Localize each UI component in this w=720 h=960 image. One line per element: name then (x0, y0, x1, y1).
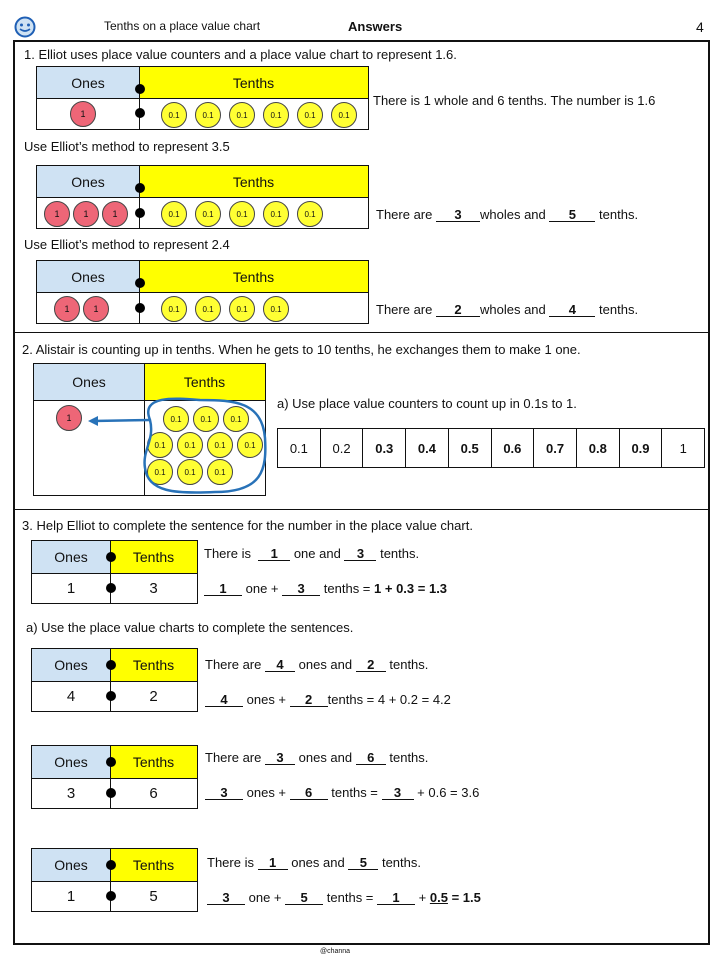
q1-sentence: There is 1 whole and 6 tenths. The number is 1.6 (373, 93, 656, 108)
tenth-counter: 0.1 (263, 201, 289, 227)
tenth-counter: 0.1 (177, 459, 203, 485)
answer-blank[interactable]: 3 (282, 583, 320, 596)
decimal-point (106, 552, 116, 562)
sequence-cell: 0.1 (289, 440, 308, 456)
worksheet-title: Tenths on a place value chart (104, 19, 261, 33)
ones-header: Ones (34, 364, 144, 400)
tenth-counter: 0.1 (331, 102, 357, 128)
q1b-sentence: There are 3 wholes and 5 tenths. (376, 207, 639, 222)
tenth-counter: 0.1 (193, 406, 219, 432)
tenth-counter: 0.1 (195, 102, 221, 128)
answer-blank[interactable]: 2 (436, 304, 480, 317)
sequence-cell[interactable]: 0.7 (533, 429, 576, 467)
answer-blank[interactable]: 1 (377, 892, 415, 905)
answer-blank[interactable]: 1 (258, 548, 290, 561)
answer-blank[interactable]: 5 (285, 892, 323, 905)
tenth-counter: 0.1 (297, 201, 323, 227)
answer-blank[interactable]: 4 (549, 304, 595, 317)
decimal-point (106, 860, 116, 870)
page-number: 4 (696, 19, 704, 35)
answer-blank[interactable]: 1 (204, 583, 242, 596)
ones-header: Ones (37, 261, 139, 292)
sequence-cell[interactable]: 0.6 (491, 429, 534, 467)
one-counter: 1 (102, 201, 128, 227)
ones-header: Ones (32, 746, 110, 778)
answer-blank[interactable]: 0.5 (429, 890, 448, 905)
q1c-prompt: Use Elliot’s method to represent 2.4 (24, 237, 230, 252)
tenths-header: Tenths (110, 746, 197, 778)
ones-header: Ones (32, 541, 110, 573)
tenth-counter: 0.1 (207, 432, 233, 458)
tenth-counter: 0.1 (161, 201, 187, 227)
q1c-sentence: There are 2 wholes and 4 tenths. (376, 302, 639, 317)
q3-chart-4 (31, 848, 198, 912)
q3-prompt: 3. Help Elliot to complete the sentence for the number in the place value chart. (22, 518, 473, 533)
tenth-counter: 0.1 (177, 432, 203, 458)
q3-chart-3 (31, 745, 198, 809)
sequence-cell[interactable]: 0.4 (405, 429, 448, 467)
answer-blank[interactable]: 1 (258, 857, 288, 870)
answers-label: Answers (348, 19, 403, 34)
tenth-counter: 0.1 (161, 102, 187, 128)
answer-blank[interactable]: 5 (348, 857, 378, 870)
q3-chart-2 (31, 648, 198, 712)
answer-blank[interactable]: 3 (207, 892, 245, 905)
one-counter: 1 (44, 201, 70, 227)
answer-blank[interactable]: 3 (265, 752, 295, 765)
tenth-counter: 0.1 (163, 406, 189, 432)
tenth-counter: 0.1 (229, 296, 255, 322)
tenths-header: Tenths (110, 541, 197, 573)
tenth-counter: 0.1 (161, 296, 187, 322)
one-counter: 1 (56, 405, 82, 431)
sequence-cell: 1 (661, 429, 704, 467)
tenth-counter: 0.1 (297, 102, 323, 128)
tenths-digit: 5 (149, 887, 158, 905)
q3-chart-1 (31, 540, 198, 604)
tenth-counter: 0.1 (229, 102, 255, 128)
answer-blank[interactable]: 3 (436, 209, 480, 222)
tenth-counter: 0.1 (263, 102, 289, 128)
tenth-counter: 0.1 (229, 201, 255, 227)
decimal-point (106, 660, 116, 670)
q1b-prompt: Use Elliot’s method to represent 3.5 (24, 139, 230, 154)
q3-row2-sentence2: 4 ones + 2 tenths = 4 + 0.2 = 4.2 (205, 692, 451, 707)
tenths-header: Tenths (139, 67, 368, 98)
answer-blank[interactable]: 3 (382, 787, 414, 800)
q3-row4-sentence1: There is 1 ones and 5 tenths. (207, 855, 421, 870)
q3-row2-sentence1: There are 4 ones and 2 tenths. (205, 657, 429, 672)
tenth-counter: 0.1 (147, 459, 173, 485)
tenth-counter: 0.1 (207, 459, 233, 485)
tenths-header: Tenths (144, 364, 265, 400)
ones-digit: 4 (66, 687, 76, 705)
ones-digit: 1 (66, 887, 76, 905)
footer-credit: @channa (320, 948, 351, 955)
q2-prompt: 2. Alistair is counting up in tenths. When he gets to 10 tenths, he exchanges them to make 1 one. (22, 342, 581, 357)
tenth-counter: 0.1 (195, 296, 221, 322)
one-counter: 1 (54, 296, 80, 322)
answer-blank[interactable]: 6 (356, 752, 386, 765)
tenth-counter: 0.1 (237, 432, 263, 458)
q3-row4-sentence2: 3 one + 5 tenths = 1 + 0.5 = 1.5 (207, 890, 481, 905)
answer-blank[interactable]: 3 (344, 548, 376, 561)
tenths-digit: 6 (149, 784, 158, 802)
ones-header: Ones (32, 849, 110, 881)
tenths-digit: 2 (149, 687, 158, 705)
sequence-cell[interactable]: 0.9 (619, 429, 662, 467)
sequence-cell[interactable]: 0.5 (448, 429, 491, 467)
ones-digit: 1 (66, 579, 76, 597)
tenths-header: Tenths (139, 261, 368, 292)
answer-blank[interactable]: 2 (356, 659, 386, 672)
ones-header: Ones (37, 166, 139, 197)
sequence-cell: 0.2 (320, 429, 363, 467)
count-sequence (277, 428, 705, 468)
tenth-counter: 0.1 (263, 296, 289, 322)
tenths-header: Tenths (110, 649, 197, 681)
one-counter: 1 (70, 101, 96, 127)
tenth-counter: 0.1 (223, 406, 249, 432)
tenths-header: Tenths (110, 849, 197, 881)
answer-blank[interactable]: 4 (205, 694, 243, 707)
answer-blank[interactable]: 6 (290, 787, 328, 800)
tenth-counter: 0.1 (147, 432, 173, 458)
sequence-cell[interactable]: 0.3 (362, 429, 405, 467)
answer-blank[interactable]: 4 (265, 659, 295, 672)
q2-sub: a) Use place value counters to count up in 0.1s to 1. (277, 396, 577, 411)
q3-row1-sentence1: There is 1 one and 3 tenths. (204, 546, 420, 561)
answer-blank[interactable]: 2 (290, 694, 328, 707)
tenths-digit: 3 (149, 579, 158, 597)
answer-blank[interactable]: 5 (549, 209, 595, 222)
one-counter: 1 (83, 296, 109, 322)
ones-header: Ones (32, 649, 110, 681)
q3-row3-sentence2: 3 ones + 6 tenths = 3 + 0.6 = 3.6 (205, 785, 479, 800)
ones-header: Ones (37, 67, 139, 98)
tenth-counter: 0.1 (195, 201, 221, 227)
one-counter: 1 (73, 201, 99, 227)
answer-blank[interactable]: 3 (205, 787, 243, 800)
q1-prompt: 1. Elliot uses place value counters and a place value chart to represent 1.6. (24, 47, 457, 62)
ones-digit: 3 (66, 784, 76, 802)
decimal-point (106, 757, 116, 767)
tenths-header: Tenths (139, 166, 368, 197)
q3-row1-sentence2: 1 one + 3 tenths = 1 + 0.3 = 1.3 (204, 581, 447, 596)
q3-sub: a) Use the place value charts to complete the sentences. (26, 620, 354, 635)
sequence-cell[interactable]: 0.8 (576, 429, 619, 467)
q3-row3-sentence1: There are 3 ones and 6 tenths. (205, 750, 429, 765)
